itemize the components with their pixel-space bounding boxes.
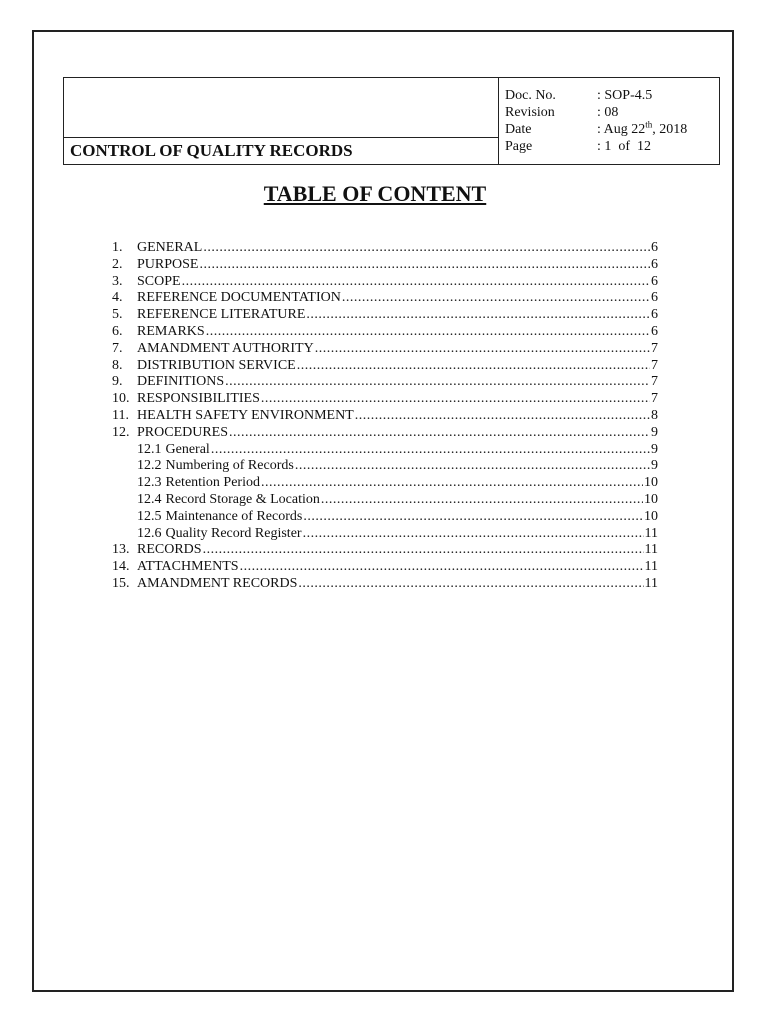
toc-entry-label: AMANDMENT AUTHORITY [137,340,314,356]
toc-entry-label: Maintenance of Records [165,508,303,524]
toc-dot-leader [211,442,650,459]
toc-dot-leader [342,290,650,307]
toc-entry-page: 9 [651,441,658,457]
toc-entry[interactable] [112,492,658,509]
toc-entry-label: GENERAL [137,240,203,255]
toc-entry[interactable] [112,475,658,492]
toc-dot-leader [229,425,650,442]
toc-title: TABLE OF CONTENT [263,181,487,206]
toc-entry-label: DEFINITIONS [137,374,225,390]
toc-entry-number: 15. [112,575,130,591]
toc-entry[interactable] [112,290,658,307]
toc-entry-page: 6 [651,240,658,255]
toc-entry-number: 12.1 [137,441,162,457]
meta-revision [505,104,715,121]
toc-dot-leader [298,576,643,593]
toc-entry-label: HEALTH SAFETY ENVIRONMENT [137,407,354,423]
toc-entry-number: 12.5 [137,508,162,524]
document-meta [505,87,715,155]
toc-entry-number: 6. [112,323,123,339]
toc-entry-number: 8. [112,357,123,373]
toc-entry-label: AMANDMENT RECORDS [137,575,298,591]
toc-entry[interactable] [112,257,658,274]
toc-dot-leader [321,492,643,509]
toc-entry-page: 7 [651,374,658,390]
toc-list [112,240,658,593]
toc-entry-label: PURPOSE [137,256,199,272]
toc-entry-label: Numbering of Records [165,458,294,474]
toc-entry-page: 11 [644,559,658,575]
meta-doc-no [505,87,715,104]
header-divider [64,137,498,138]
toc-entry-page: 11 [644,542,658,558]
toc-entry-label: REFERENCE DOCUMENTATION [137,290,341,306]
toc-entry-number: 12. [112,424,130,440]
date-ordinal: th [645,119,653,130]
meta-value: : 08 [597,105,619,120]
toc-entry-label: Record Storage & Location [165,491,320,507]
toc-dot-leader [303,509,643,526]
toc-entry-number: 12.3 [137,475,162,491]
toc-entry-page: 10 [644,508,658,524]
toc-entry-label: Retention Period [165,475,260,491]
toc-entry[interactable] [112,526,658,543]
meta-label: Revision [505,105,555,120]
toc-entry-number: 11. [112,407,129,423]
toc-dot-leader [225,374,650,391]
toc-entry-number: 7. [112,340,123,356]
toc-entry-number: 2. [112,256,123,272]
toc-entry-number: 1. [112,240,123,255]
toc-entry-number: 12.2 [137,458,162,474]
toc-dot-leader [203,240,650,257]
toc-entry-label: REFERENCE LITERATURE [137,307,306,323]
toc-dot-leader [182,274,650,291]
toc-entry[interactable] [112,274,658,291]
toc-entry-label: ATTACHMENTS [137,559,239,575]
meta-label: Date [505,122,532,137]
toc-dot-leader [315,341,650,358]
document-title: CONTROL OF QUALITY RECORDS [70,141,353,160]
toc-entry-page: 10 [644,475,658,491]
toc-entry-page: 6 [651,307,658,323]
toc-dot-leader [295,458,650,475]
toc-entry[interactable] [112,458,658,475]
document-header [63,77,720,165]
toc-entry-page: 9 [651,424,658,440]
toc-entry-label: SCOPE [137,273,181,289]
toc-entry[interactable] [112,307,658,324]
toc-entry-page: 8 [651,407,658,423]
meta-date [505,121,715,138]
toc-entry-number: 13. [112,542,130,558]
toc-dot-leader [199,257,650,274]
toc-dot-leader [303,526,644,543]
toc-dot-leader [306,307,650,324]
toc-dot-leader [240,559,644,576]
toc-entry[interactable] [112,324,658,341]
toc-entry-label: PROCEDURES [137,424,229,440]
toc-entry-page: 6 [651,323,658,339]
toc-entry-number: 9. [112,374,123,390]
toc-entry-page: 7 [651,391,658,407]
toc-entry-page: 11 [644,525,658,541]
toc-entry-page: 6 [651,273,658,289]
toc-entry-label: REMARKS [137,323,205,339]
toc-entry-number: 4. [112,290,123,306]
toc-entry-label: General [165,441,210,457]
toc-dot-leader [297,358,650,375]
toc-entry-number: 12.4 [137,491,162,507]
meta-label: Doc. No. [505,88,556,103]
date-year: , 2018 [652,122,688,137]
toc-entry[interactable] [112,442,658,459]
toc-entry-page: 6 [651,290,658,306]
toc-entry[interactable] [112,358,658,375]
toc-entry[interactable] [112,542,658,559]
meta-value: : SOP-4.5 [597,88,653,103]
toc-entry-number: 10. [112,391,130,407]
toc-entry-label: DISTRIBUTION SERVICE [137,357,296,373]
toc-entry[interactable] [112,240,658,257]
toc-entry[interactable] [112,425,658,442]
toc-dot-leader [203,542,644,559]
toc-dot-leader [261,391,650,408]
meta-value: : 1 of 12 [597,139,652,154]
toc-entry[interactable] [112,408,658,425]
toc-entry[interactable] [112,559,658,576]
toc-entry[interactable] [112,576,658,593]
toc-entry-page: 9 [651,458,658,474]
toc-entry[interactable] [112,509,658,526]
toc-entry-number: 3. [112,273,123,289]
toc-entry-number: 12.6 [137,525,162,541]
toc-entry-page: 7 [651,340,658,356]
toc-entry-page: 7 [651,357,658,373]
meta-page [505,138,715,155]
toc-dot-leader [206,324,650,341]
toc-entry[interactable] [112,341,658,358]
date-day: : Aug 22 [597,122,646,137]
meta-value [597,121,687,138]
toc-dot-leader [355,408,650,425]
toc-entry-number: 5. [112,307,123,323]
toc-dot-leader [261,475,643,492]
toc-entry-label: Quality Record Register [165,525,302,541]
toc-entry[interactable] [112,374,658,391]
toc-entry[interactable] [112,391,658,408]
toc-entry-page: 11 [644,575,658,591]
toc-entry-label: RESPONSIBILITIES [137,391,260,407]
toc-entry-label: RECORDS [137,542,202,558]
meta-label: Page [505,139,533,154]
toc-entry-page: 10 [644,491,658,507]
toc-entry-page: 6 [651,256,658,272]
toc-entry-number: 14. [112,559,130,575]
